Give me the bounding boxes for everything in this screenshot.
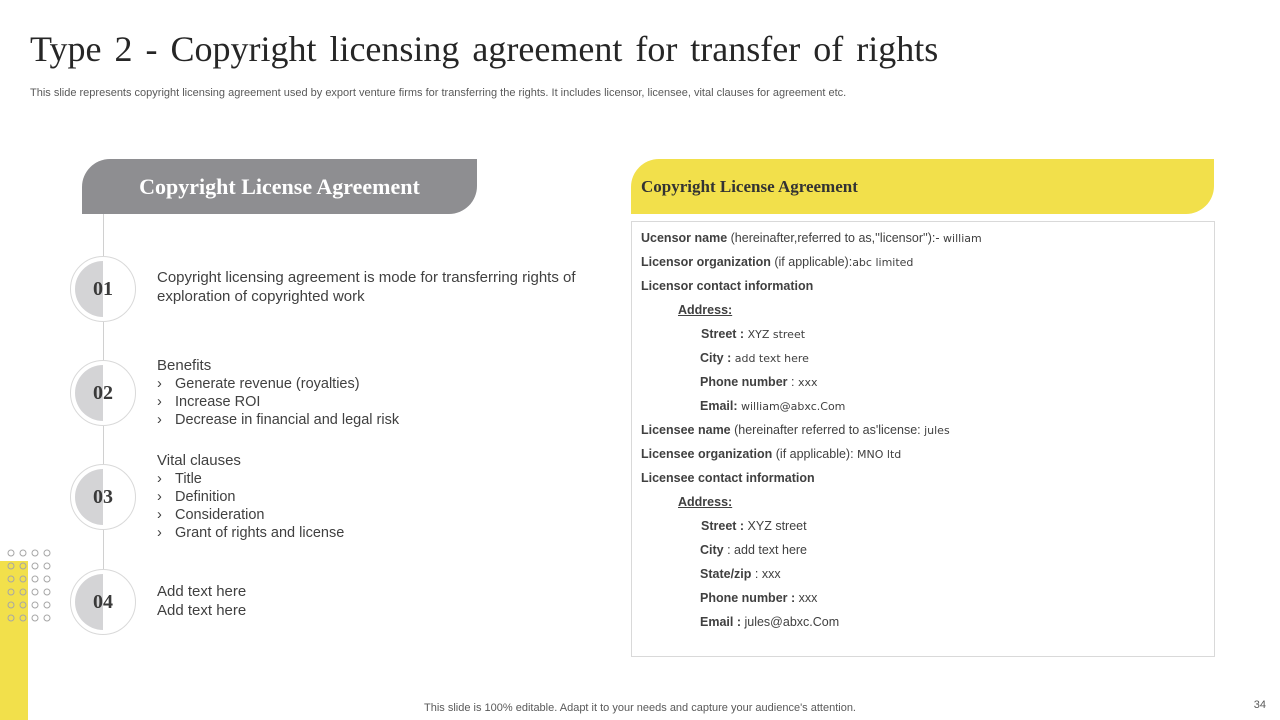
licensor-street-line: Street : XYZ street [701, 327, 806, 341]
step-03-block [157, 451, 344, 542]
right-panel-header: Copyright License Agreement [631, 159, 1214, 214]
licensee-street-line: Street : XYZ street [701, 519, 807, 533]
chevron-right-icon: › [157, 412, 162, 428]
licensor-org-line: Licensor organization (if applicable):abc limited [641, 255, 914, 269]
slide-subtitle: This slide represents copyright licensing agreement used by export venture firms for transferring the rights. It includes licensor, licensee, vital clauses for agreement etc. [30, 87, 847, 99]
step-line: Add text here [157, 583, 247, 600]
list-item: › Definition [157, 489, 236, 505]
licensee-city-line: City : add text here [700, 543, 808, 557]
step-04-circle [70, 569, 136, 635]
step-number: 02 [75, 365, 131, 421]
step-03-circle [70, 464, 136, 530]
step-01-circle [70, 256, 136, 322]
benefits-list [157, 375, 399, 429]
decorative-dot-grid [6, 548, 54, 624]
licensor-contact-heading: Licensor contact information [641, 279, 814, 293]
chevron-right-icon: › [157, 394, 162, 410]
step-number: 01 [75, 261, 131, 317]
step-heading: Vital clauses [157, 452, 241, 469]
list-item: › Decrease in financial and legal risk [157, 412, 400, 428]
list-item: › Increase ROI [157, 394, 261, 410]
clauses-list [157, 470, 344, 542]
licensor-email-line: Email: william@abxc.Com [700, 399, 846, 413]
licensee-phone-line: Phone number : xxx [700, 591, 818, 605]
licensee-contact-heading: Licensee contact information [641, 471, 815, 485]
chevron-right-icon: › [157, 525, 162, 541]
licensee-name-line: Licensee name (hereinafter referred to as'license: jules [641, 423, 950, 437]
licensor-name-line: Ucensor name (hereinafter,referred to as,''licensor''):- william [641, 231, 982, 245]
step-01-text: Copyright licensing agreement is mode for transferring rights of exploration of copyrighted work [157, 269, 576, 305]
page-number: 34 [1253, 699, 1266, 711]
list-item: › Consideration [157, 507, 265, 523]
licensee-address-label: Address: [678, 495, 733, 509]
slide-title: Type 2 - Copyright licensing agreement for transfer of rights [30, 29, 939, 69]
chevron-right-icon: › [157, 507, 162, 523]
licensor-address-label: Address: [678, 303, 733, 317]
list-item: › Title [157, 471, 202, 487]
licensor-phone-line: Phone number : xxx [700, 375, 818, 389]
step-heading: Benefits [157, 357, 212, 374]
licensee-email-line: Email : jules@abxc.Com [700, 615, 840, 629]
step-line: Add text here [157, 602, 247, 619]
left-panel-header: Copyright License Agreement [82, 159, 477, 214]
step-02-block [157, 356, 399, 429]
chevron-right-icon: › [157, 489, 162, 505]
licensee-statezip-line: State/zip : xxx [700, 567, 781, 581]
list-item: › Generate revenue (royalties) [157, 376, 360, 392]
step-02-circle [70, 360, 136, 426]
chevron-right-icon: › [157, 471, 162, 487]
step-number: 03 [75, 469, 131, 525]
chevron-right-icon: › [157, 376, 162, 392]
licensee-org-line: Licensee organization (if applicable): MNO ltd [641, 447, 902, 461]
list-item: › Grant of rights and license [157, 525, 345, 541]
licensor-city-line: City : add text here [700, 351, 809, 365]
step-number: 04 [75, 574, 131, 630]
slide-footer: This slide is 100% editable. Adapt it to your needs and capture your audience's attention. [424, 702, 856, 714]
step-04-block [157, 582, 246, 620]
